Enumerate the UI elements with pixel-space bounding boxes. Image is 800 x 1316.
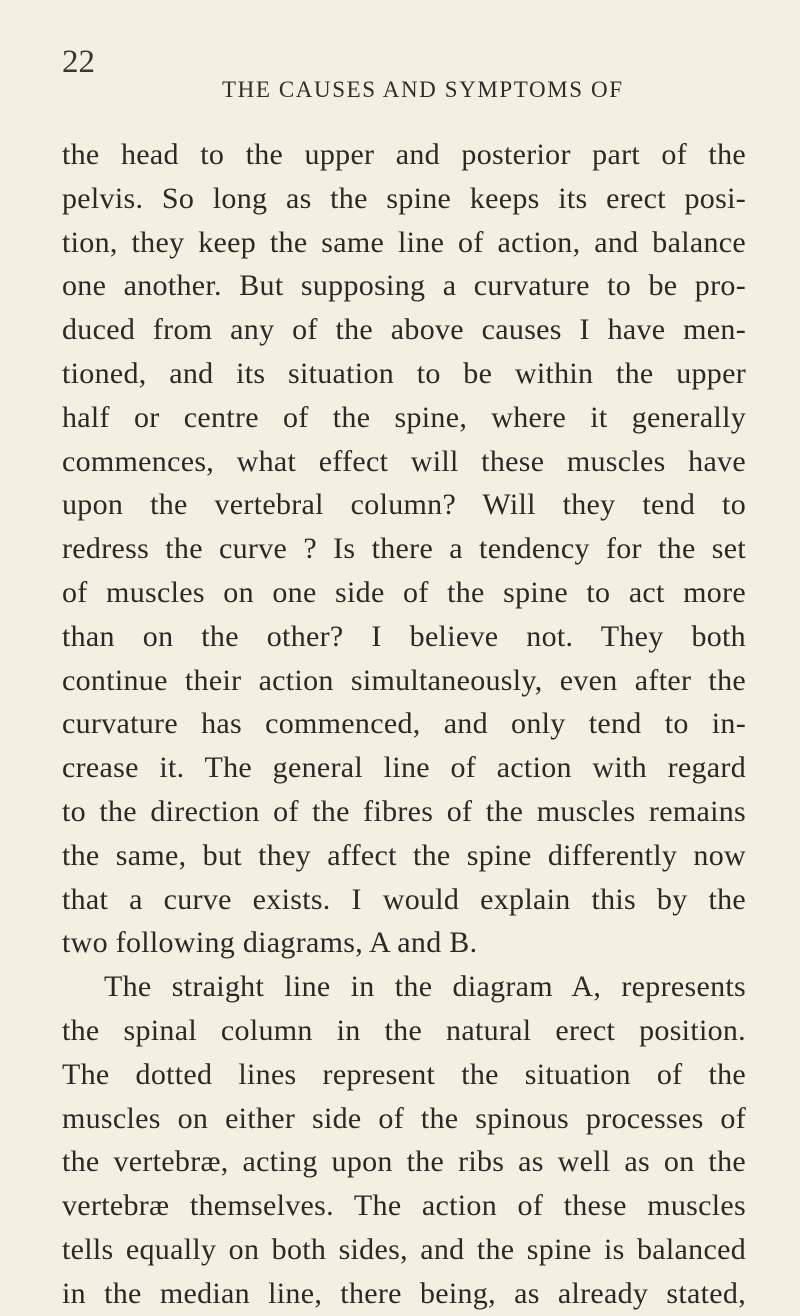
text-line: that a curve exists. I would explain this by the — [62, 882, 746, 916]
text-line: the head to the upper and posterior part of the — [62, 138, 746, 171]
page-number: 22 — [62, 44, 95, 80]
text-line: curvature has commenced, and only tend to in- — [62, 707, 746, 741]
text-line: upon the vertebral column? Will they tend to — [62, 488, 746, 522]
text-line: to the direction of the fibres of the muscles remains — [62, 794, 746, 828]
text-line: the same, but they affect the spine differently now — [62, 838, 746, 872]
text-line: the vertebræ, acting upon the ribs as well as on the — [62, 1145, 746, 1179]
paragraph-start-line: The straight line in the diagram A, represents — [104, 970, 746, 1004]
text-line: duced from any of the above causes I have men- — [62, 313, 746, 347]
text-line: the spinal column in the natural erect position. — [62, 1013, 746, 1047]
text-line: The dotted lines represent the situation of the — [62, 1057, 746, 1091]
text-line: half or centre of the spine, where it generally — [62, 400, 746, 434]
body-text — [62, 133, 746, 1316]
text-line: muscles on either side of the spinous processes of — [62, 1101, 746, 1135]
text-line: tioned, and its situation to be within the upper — [62, 356, 746, 390]
text-line: pelvis. So long as the spine keeps its erect posi- — [62, 181, 746, 215]
text-line: continue their action simultaneously, even after the — [62, 663, 746, 697]
running-head: THE CAUSES AND SYMPTOMS OF — [222, 77, 624, 102]
text-line: crease it. The general line of action with regard — [62, 751, 746, 785]
paragraph-end-line: two following diagrams, A and B. — [62, 926, 478, 960]
text-line: than on the other? I believe not. They both — [62, 619, 746, 653]
text-line: commences, what effect will these muscles have — [62, 444, 746, 478]
text-line: vertebræ themselves. The action of these muscles — [62, 1189, 746, 1223]
text-line: one another. But supposing a curvature to be pro- — [62, 269, 746, 303]
text-line: tells equally on both sides, and the spine is balanced — [62, 1232, 746, 1266]
text-line: redress the curve ? Is there a tendency for the set — [62, 532, 746, 566]
text-line: in the median line, there being, as already stated, — [62, 1276, 746, 1310]
text-line: of muscles on one side of the spine to act more — [62, 575, 746, 609]
text-line: tion, they keep the same line of action, and balance — [62, 225, 746, 259]
